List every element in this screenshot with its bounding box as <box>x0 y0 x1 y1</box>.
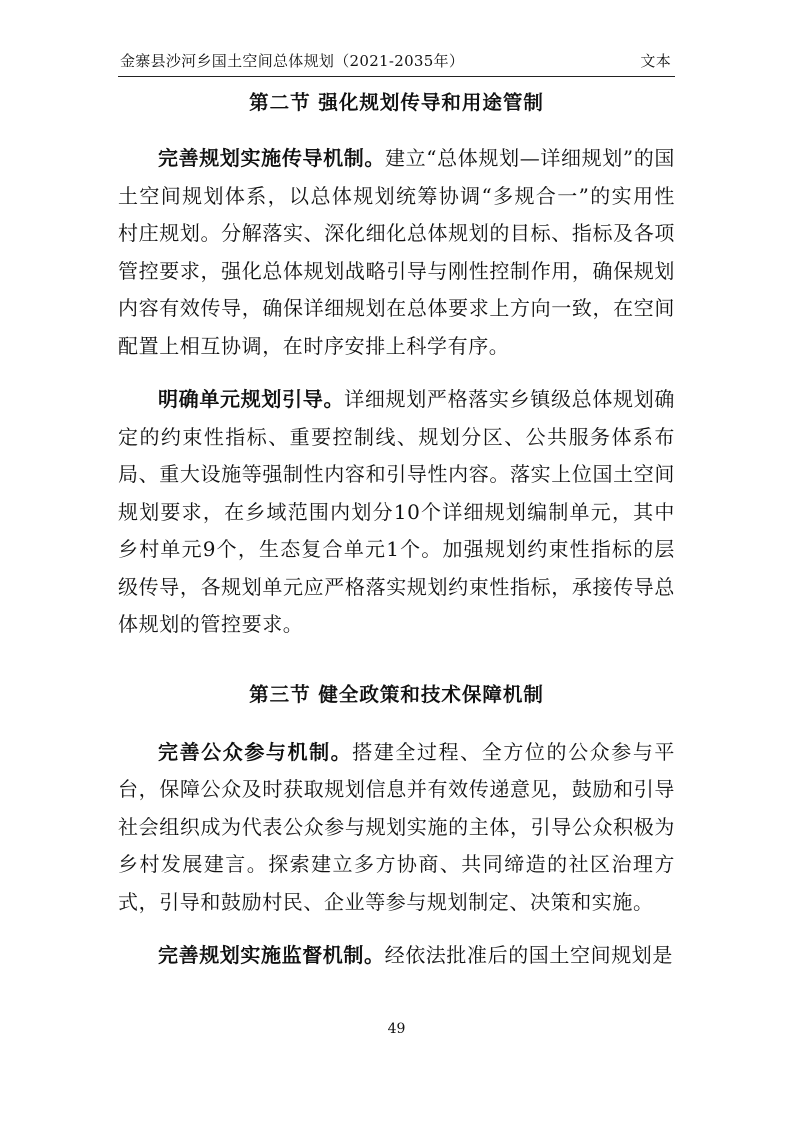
paragraph-public-participation <box>118 734 675 922</box>
paragraph-text: 搭建全过程、全方位的公众参与平台，保障公众及时获取规划信息并有效传递意见，鼓励和引导社会组织成为代表公众参与规划实施的主体，引导公众积极为乡村发展建言。探索建立多方协商、共同缔造的社区治理方式，引导和鼓励村民、企业等参与规划制定、决策和实施。 <box>118 739 676 914</box>
paragraph-lead: 完善规划实施传导机制。 <box>158 146 386 170</box>
paragraph-lead: 明确单元规划引导。 <box>158 387 345 411</box>
paragraph-text: 经依法批准后的国土空间规划是 <box>384 943 674 967</box>
section-heading-2: 第二节 强化规划传导和用途管制 <box>249 91 544 114</box>
paragraph-text: 建立“总体规划—详细规划”的国土空间规划体系，以总体规划统筹协调“多规合一”的实用性村庄规划。分解落实、深化细化总体规划的目标、指标及各项管控要求，强化总体规划战略引导与刚性控制作用，确保规划内容有效传导，确保详细规划在总体要求上方向一致，在空间配置上相互协调，在时序安排上科学有序。 <box>118 146 675 358</box>
document-type: 文本 <box>640 52 671 70</box>
paragraph-lead: 完善规划实施监督机制。 <box>158 943 385 967</box>
page-header <box>118 50 675 77</box>
paragraph-unit-planning <box>118 381 675 644</box>
paragraph-transmission-mechanism <box>118 140 675 365</box>
paragraph-supervision-mechanism <box>118 937 675 975</box>
paragraph-text: 详细规划严格落实乡镇级总体规划确定的约束性指标、重要控制线、规划分区、公共服务体系布局、重大设施等强制性内容和引导性内容。落实上位国土空间规划要求，在乡域范围内划分10个详细规划编制单元，其中乡村单元9个，生态复合单元1个。加强规划约束性指标的层级传导，各规划单元应严格落实规划约束性指标，承接传导总体规划的管控要求。 <box>118 387 675 636</box>
page-content <box>118 82 675 975</box>
section-heading-3: 第三节 健全政策和技术保障机制 <box>249 682 544 706</box>
paragraph-lead: 完善公众参与机制。 <box>158 739 353 764</box>
page-number: 49 <box>387 1021 406 1037</box>
document-title: 金寨县沙河乡国土空间总体规划（2021-2035年） <box>120 52 465 70</box>
